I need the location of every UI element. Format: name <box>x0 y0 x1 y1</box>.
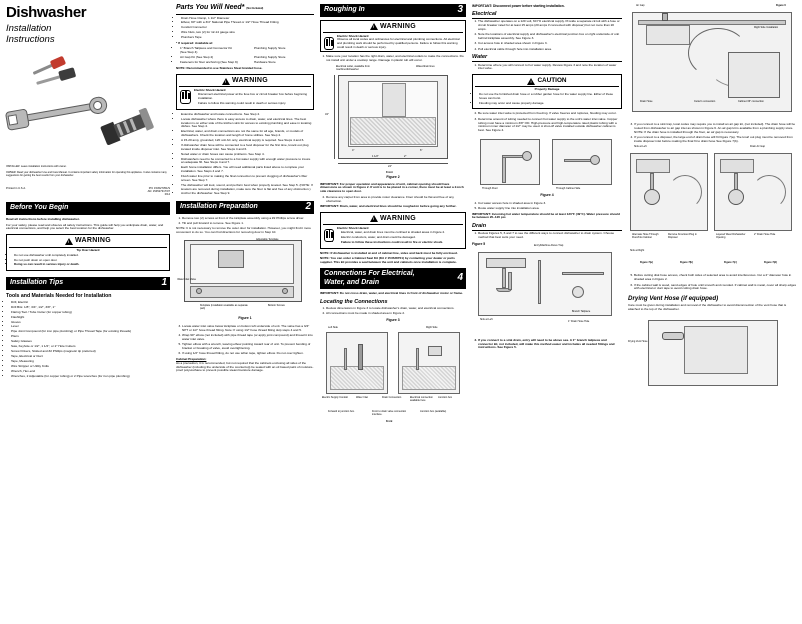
warning-bullet: • Disconnect electrical power at the fuse box or circuit breaker box before beginning installation. <box>198 93 311 100</box>
water-steps-2 <box>472 112 622 132</box>
list-item: • A 15-20 amp, grounded, 120 volt AC only, electrical supply is required. See Steps 4 and 6. <box>181 139 314 143</box>
warning-bullet: • Doing so can result in serious injury or death. <box>14 263 167 267</box>
list-item: 2. If you connect to a sink drain, entry will need to be above sea. A 1" branch tailpiece and connector kit, not included, will make this method easier and includes all needed fittings and instructions. See Figure 5. <box>478 339 622 350</box>
hand-shock-icon <box>179 89 192 107</box>
right-steps-2 <box>628 274 796 291</box>
figure-label: Drain Hose <box>640 100 653 103</box>
electrical-important-top: IMPORTANT: Disconnect power before starting installation. <box>472 4 565 8</box>
list-item: • Plumbers Tape <box>181 36 314 40</box>
figure-label: 2" <box>404 154 407 158</box>
figure-label: Air Gap <box>636 4 645 7</box>
list-item: • Flaring Tool / Tube Cutter (for copper tubing) <box>11 311 170 315</box>
caution-label: CAUTION <box>537 77 567 85</box>
electrical-steps <box>472 20 622 51</box>
roughing-important-2: IMPORTANT: Drain, water, and electrical lines should be roughed-in before going any further. <box>320 203 457 208</box>
list-item: • Dishwashers need to be connected to a hot water supply with enough water pressure to insure an adequate fill. See Steps 4 and 7. <box>181 158 314 166</box>
figure-caption: Figure 4 <box>540 192 554 197</box>
section-installation-preparation-title: Installation Preparation <box>180 203 258 211</box>
column-two <box>176 4 314 616</box>
tools-illustration <box>6 45 170 163</box>
figure-5 <box>472 242 622 338</box>
cabinet-prep-heading: Cabinet Preparation: <box>176 357 207 362</box>
roughing-important-1: IMPORTANT: For proper operation and appearance of unit, cabinet opening should have dimensions as shown in Figure 2. If unit is to be placed in a corner, there must be at least a 2-inch side clearance to open door. <box>320 181 464 194</box>
list-item: • Drill, Electric <box>11 301 170 305</box>
list-item: 1. Review dimensions in Figure 3 to locate dishwasher's drain, water, and electrical connections. <box>326 307 466 311</box>
right-steps <box>628 123 796 143</box>
list-item: 5. Before cutting disk hose access, check both sides of selected area to avoid interferences. Cut a 2" diameter hole in shaded area in Figure 2. <box>634 274 796 282</box>
wrench-icon <box>4 89 112 141</box>
figure-label: Right Side Installation <box>754 26 779 29</box>
warning-triangle-icon <box>222 78 230 85</box>
list-item: • Wrench, Hex-end <box>11 370 170 374</box>
roughing-steps-2 <box>320 196 466 204</box>
water-steps <box>472 64 622 72</box>
connections-steps <box>320 307 466 316</box>
figure-label: Front to drain valve connection interface. <box>372 410 407 417</box>
roughing-note-2: NOTE: You can order a Cabinet Seal Kit (Kit # 154528701) by contacting your dealer or parts supplier. This kit provides a seal between the unit and cabinets once installation is complete. <box>320 256 457 265</box>
caution-banner <box>475 77 619 87</box>
owner-note: OWNER: Read your dishwasher Use and Care Manual. It contains important safety information for operating this appliance. It also contains many suggestions for getting the best results from your dishwasher. <box>6 170 167 177</box>
warning-text: Observe all local codes and ordinances for electrical and plumbing connections. All electrical and plumbing work should be performed by qualified persons. Failure to follow this warning could result in death or serious injury. <box>337 37 460 49</box>
column-one <box>6 4 170 616</box>
figure-label: Remove Knockout Plug in Disposer <box>668 233 697 240</box>
figure-label: 4" <box>352 148 355 152</box>
figure-label: Bottom Screws <box>268 304 285 307</box>
figure-label: Front <box>386 170 393 174</box>
preinstall-checklist <box>176 113 314 196</box>
availability-item: • Fasteners for floor anchoring (See Step 9) <box>180 61 238 65</box>
hand-shock-icon <box>323 227 335 246</box>
list-item: • Drain Hose Clamp, 1 1/2" Diameter <box>181 17 314 21</box>
figure-label: 34" <box>325 112 329 116</box>
warning-triangle-icon <box>65 238 73 245</box>
figure-label: Right Side <box>426 326 438 330</box>
section-installation-tips-title: Installation Tips <box>10 279 64 287</box>
section-number: 4 <box>457 272 463 284</box>
figure-label: Left Side <box>328 326 338 330</box>
page-subtitle-line1: Installation <box>6 23 52 35</box>
warning-triangle-icon <box>370 215 378 222</box>
figure-1 <box>176 238 314 324</box>
hand-shock-icon <box>323 35 335 50</box>
section-roughing-in-header <box>320 4 466 17</box>
figure-label: 24" <box>388 164 392 168</box>
availability-item: • 1" Branch Tailpiece and Connector Kit (See Step 4) <box>180 47 238 55</box>
warning-bullet: • Failure to follow these instructions could result in fire or electric shock. <box>341 241 463 245</box>
water-steps-3 <box>472 202 622 211</box>
figure-label: Entry/Machine Above Trap <box>534 243 564 247</box>
warning-bullet: • Do not use dishwasher until completely installed. <box>14 254 167 258</box>
figure-caption: Figure 3 <box>386 318 400 323</box>
section-number: 2 <box>305 201 311 213</box>
list-item: 1. Remove two (2) screws at front of the kickplate assembly using a #2 Phillips screw driver. <box>182 217 314 221</box>
list-item: • Locate dishwasher where there is easy access to drain, water, and electrical lines. The best location is on either side of the kitchen sink for access to existing plumbing and ease in locating dishes. See Step 4. <box>181 118 314 129</box>
list-item: • Tape, Electrical or Duct <box>11 355 170 359</box>
figure-caption: Figure 7(a) <box>640 261 653 265</box>
figure-label: Alternate Hose Through Floor/Into Cabinet <box>632 233 659 240</box>
parts-needed-header <box>176 4 314 15</box>
list-item: 6. If the cabinet wall is wood, sand edges of hole until smooth and rounded. If cabinet wall is metal, cover all sharp edges with electrical or duct tape to avoid cutting drain hose. <box>634 284 796 292</box>
figure-label: Cutter's connection <box>694 100 716 103</box>
drain-steps-2 <box>472 339 622 350</box>
figure-caption: Figure 5 <box>472 241 486 246</box>
list-item: • The dishwasher will look, sound, and perform best when properly leveled. See Step 5. (NOTE: If levelers are removed during installation, make sure the floor is flat and free of any obstruction.) <box>181 184 314 192</box>
list-item: • Pipe Joint Compound (for iron pipe plumbing) or Pipe Thread Tape (for existing threads) <box>11 330 170 334</box>
list-item: 4. If you connect to a disposer, the large end of drain hose will fit Figure 7(a). The knurl out plug must be removed from inside disposer inlet before making the final fit to drain hose See Figure 7(b). <box>634 136 796 144</box>
figure-label: Through Cabinet Side <box>556 186 581 190</box>
section-before-you-begin-header <box>6 202 170 215</box>
list-item: • Drill Bits: 1/8", 3/4", 1/2", 3/8", 1" <box>11 306 170 310</box>
part-number-2: AN: 154527317/07 <box>147 189 170 193</box>
figure-label: 6" <box>420 148 423 152</box>
roughing-warning-box <box>320 20 466 53</box>
installer-note: INSTALLER: Leave installation instructions with owner. <box>6 165 67 169</box>
drying-vent-hose-heading: Drying Vent Hose (if equipped) <box>628 295 719 303</box>
parts-note: NOTE: Recommended to use Stainless Steel braided hose. <box>176 66 263 70</box>
section-number: 1 <box>161 277 167 289</box>
list-item: 1. Make sure your location has the right drain, water, and electrical outlets to make the connections. Do not install unit under a cooktop range. Damage in plastic tub will occur. <box>326 55 466 63</box>
list-item: • Wrenches, 2 Adjustable (for copper tubing) or 2 Pipe wrenches (for iron pipe plumbing) <box>11 375 170 379</box>
locating-connections-heading: Locating the Connections <box>320 298 388 305</box>
warning-label: WARNING <box>380 214 416 222</box>
figure-label: Front <box>386 420 393 424</box>
caution-box <box>472 74 622 109</box>
figure-label: Water Inlet Valve <box>177 278 196 281</box>
list-item: • Flush water line prior to making the final connection to prevent clogging of dishwasher's filter screen. See Step 7. <box>181 175 314 183</box>
figure-caption: Figure 1 <box>238 316 252 320</box>
section-installation-preparation-header <box>176 201 314 214</box>
water-heading: Water <box>472 54 622 62</box>
list-item: • Each home installation differs. You will need additional parts listed above to complete your installation. See Steps 4 and 7. <box>181 166 314 174</box>
connections-important: IMPORTANT: Do not cross drain, water, and electrical lines in front of dishwasher motor or frame. <box>320 291 463 296</box>
printed-in: Printed in U.S.A. <box>6 186 26 190</box>
drain-heading: Drain <box>472 223 622 231</box>
availability-item: • Air Gap Kit (See Step 4) <box>180 56 238 60</box>
figure-label: Drying Vent Hose <box>628 339 648 343</box>
warning-subtitle: Electric Shock Hazard <box>194 87 226 92</box>
warning-bullet: • Failure to follow this warning could result in death or serious injury. <box>198 102 311 106</box>
figure-caption: Figure 2 <box>386 174 400 179</box>
column-four <box>472 4 622 616</box>
figure-label: Layered Wear Dishwasher Opening <box>716 233 746 240</box>
figure-label: Drain Air Gap <box>750 145 766 149</box>
figure-label: Kickplate (installation available as separate part) <box>200 304 248 311</box>
list-item: • Level <box>11 325 170 329</box>
warning-bullet: • Do not push down on open door. <box>14 259 167 263</box>
figure-label: Adjustable Template <box>256 238 279 241</box>
caution-subtitle: Property Damage <box>534 87 560 92</box>
figure-label: Electrical connection available here <box>410 396 433 403</box>
list-item: • Wire Stripper or Utility Knife <box>11 365 170 369</box>
list-item: 2. Be sure water inlet valve is protected from freezing. If valve freezes and ruptures, flooding may occur. <box>478 112 622 116</box>
parts-needed-note: (Not Included) <box>246 7 264 10</box>
list-item: 4. Wrap 90° elbow (not included) with pipe thread tape (or apply joint compound) and thread it into water inlet valve. <box>182 334 314 342</box>
availability-row <box>176 61 314 66</box>
figure-label: Water/drain lines <box>416 64 435 68</box>
figure-label: 2" Drain Hose Hole <box>754 233 776 237</box>
figure-4 <box>472 135 622 201</box>
roughing-steps <box>320 55 466 63</box>
warning-subtitle: Tip Over Hazard <box>76 248 100 253</box>
list-item: 2. All connections must be made in shaded area in Figure 2. <box>326 312 466 316</box>
caution-bullet: • Do not use the furnished drain hose or a rubber garden hose for the water supply line. Either of these hoses can burst. <box>479 93 619 100</box>
roughing-note-1: NOTE: If dishwasher is installed at end of cabinet line, sides and back must be fully enclosed. <box>320 250 458 255</box>
drying-vent-hose-body: Care must be given during installation and removal of the dishwasher to avoid disconnection of the vent hose that is attached to the top of the dishwasher. <box>628 303 787 311</box>
water-important: IMPORTANT: Incoming hot water temperature should be at least 120°F (49°C). Water pressure should be between 20–120 psi. <box>472 211 620 220</box>
parts-list <box>176 17 314 41</box>
electrical-heading: Electrical <box>472 11 622 19</box>
figure-label: 1 1/2" <box>372 154 379 158</box>
caution-triangle-icon <box>527 78 535 85</box>
figure-label: Junction box <box>438 396 453 400</box>
column-three <box>320 4 466 616</box>
figure-label: 1" Drain Hose Hole <box>568 319 590 323</box>
figure-label: Cabinet 36" connection <box>738 100 764 103</box>
figure-label: Drain Connection <box>382 396 402 400</box>
warning-banner <box>323 23 463 34</box>
list-item: • Noted water or drain hoses can cause problems. See Step 4. <box>181 153 314 157</box>
byb-body-1: Read all instructions before installing dishwasher. <box>6 217 80 222</box>
list-item: 4. Cut water access hole in shaded area in Figure 3. <box>478 202 622 206</box>
availability-source: Plumbing Supply Store <box>254 45 286 50</box>
list-item: 5. Tighten elbow with a wrench, leaving elbow pointing toward rear of unit. To prevent bending of bracket or breaking of valve, avoid overtightening. <box>182 343 314 351</box>
prep-steps-1 <box>176 217 314 226</box>
figure-7-group <box>628 145 796 273</box>
prep-steps-2 <box>176 325 314 356</box>
list-item: 6. If using 1/2" hose thread fitting, do not use teflon tape, tighten elbow. Do not over tighten. <box>182 352 314 356</box>
list-item: • Anchor the dishwasher. See Step 9. <box>181 192 314 196</box>
figure-label: Sink at Right <box>630 249 645 253</box>
warning-label: WARNING <box>380 22 416 30</box>
figure-6 <box>628 4 796 122</box>
list-item: • Tape, Measuring <box>11 360 170 364</box>
prep-note: NOTE: It is not necessary to remove the outer door for installation. However, you might find it more convenient to do so. You can find directions for removing door in Step 10. <box>176 226 311 235</box>
parts-needed-title: Parts You Will Need* <box>176 4 245 11</box>
if-required-label: * If required: Available at: <box>176 41 214 46</box>
list-item: • If dishwasher drain hose will be connected to a food disposer for the first time, knock out plug located inside disposer inlet. See Steps 4 and 6. <box>181 144 314 152</box>
part-number-1: PN: 154527351/S <box>148 186 170 190</box>
roughing-warning-box-2 <box>320 212 466 249</box>
list-item: • Conduit Connector <box>181 26 314 30</box>
figure-label: Through Floor <box>482 186 498 190</box>
drain-steps <box>472 232 622 240</box>
warning-bullets <box>9 254 167 267</box>
list-item: • Wire Nuts, two (2) for 12-14 gauge wire <box>181 31 314 35</box>
list-item: 3. Locate water inlet valve below kickplate on bottom left underside of unit. The valve has a 3/4" NPT or 1/2" hose thread fitting. Note: If using 1/2" hose thread fitting skip steps 4 and 5. <box>182 325 314 333</box>
list-item: 2. Note the locations of electrical supply and dishwasher's electrical junction box on right underside of unit behind kickplate assembly. See Figure 3. <box>478 33 622 41</box>
list-item: • Flashlight <box>11 316 170 320</box>
list-item: 3. If you connect to a sink trap, local codes may require you to install an air gap kit, (not included). The drain hose will be routed from dishwasher to air gap inlet as shown in Figure 6. An air gap kit is available from a plumbing supply store. NOTE: If the drain hose is installed through the floor, an air gap is necessary. <box>634 123 796 134</box>
electric-shock-warning-box <box>176 74 314 110</box>
availability-source: Plumbing Supply Store <box>254 54 286 59</box>
warning-label: WARNING <box>232 76 268 84</box>
list-item: • Pliers <box>11 335 170 339</box>
list-item: 1. The dishwasher operates on a 120 volt, 60 Hz electrical supply. Provide a separate circuit with a fuse or circuit breaker rated for at least 15 amps (20 amps if connected with disposer) but not more than 20 amps. <box>478 20 622 31</box>
figure-label: Junction box (available) <box>420 410 447 414</box>
figure-label: Forward to junction box. <box>328 410 355 414</box>
list-item: • Saw, Keyhole or 1/2", 1 1/2", or 2" Hole Cutters <box>11 345 170 349</box>
list-item: 3. Determine amount of tubing needed to connect hot water supply to the unit's water inlet valve. Copper tubing must have a minimum 3/8" OD. High-pressure and high-temperature rated plastic tubing with a minimum inner diameter of 1/2" may be used. A shut-off valve installed outside dishwasher cabinet is best. See Figure 4. <box>478 118 622 133</box>
cabinet-prep-body: As a precaution, it is recommended, but not required that the cabinets enclosing all sides of the dishwasher (including the underside of the countertop) be sealed with an oil based paint of moisture-proof polyurethane to prevent possible steam/moisture damage. <box>176 360 314 373</box>
warning-bullet: • Electrical, water, and drain lines must be confined to shaded areas in Figure 2. <box>341 231 463 235</box>
figure-label: Sink at Left <box>634 145 647 149</box>
list-item: 5. Route water supply line into installation area. <box>478 207 622 211</box>
page-subtitle-line2: Instructions <box>6 33 55 45</box>
figure-caption: Figure 7(d) <box>764 261 777 265</box>
list-item: • Electrical, water, and drain connections are not the same for all age, brands, or models of dishwashers. Check the location and length of home utilities. See Step 4. <box>181 130 314 138</box>
warning-banner <box>179 77 311 88</box>
section-roughing-in-title: Roughing In <box>324 6 365 13</box>
list-item: 2. Tilt and pull forward to remove. See Figure 1. <box>182 222 314 226</box>
figure-caption: Figure 7(c) <box>724 261 737 265</box>
list-item: 2. Remove any carpet from area to provide motor clearance. Floor should be flat and free of any obstruction. <box>326 196 466 204</box>
list-item: • Elbow, 90° with a 3/4" National Pipe Thread or 1/2" Hose Thread Fitting <box>181 21 314 25</box>
warning-label: WARNING <box>75 237 111 245</box>
tools-materials-heading: Tools and Materials Needed for Installation <box>6 292 112 299</box>
warning-bullet: • Electric conductors, water, and drain could be damaged. <box>341 236 463 240</box>
figure-caption: Figure 7(b) <box>680 261 693 265</box>
list-item: • Safety Glasses <box>11 340 170 344</box>
caution-bullet: • Flooding may occur and cause property damage. <box>479 102 619 106</box>
section-installation-tips-header <box>6 277 170 290</box>
section-before-you-begin-title: Before You Begin <box>10 204 69 212</box>
tools-list <box>6 301 170 379</box>
section-connections-title: Connections For Electrical, Water, and Drain <box>324 270 415 286</box>
figure-label: Branch Tailpiece <box>572 309 591 313</box>
warning-subtitle: Electric Shock Hazard <box>337 33 369 38</box>
list-item: • Examine dishwasher and locate connections. See Step 4. <box>181 113 314 117</box>
list-item: 1. Review Figures 5, 6 and 7 to see the different ways to connect dishwasher to drain system. Choose method that best suits your need. <box>478 232 622 240</box>
list-item: • Gloves <box>11 321 170 325</box>
warning-banner <box>323 215 463 226</box>
list-item: • Screw Drivers, Slotted and #2 Phillips (magnetic tip preferred) <box>11 350 170 354</box>
warning-subtitle: Electric Shock Hazard <box>337 225 369 230</box>
availability-source: Hardware Store <box>254 59 276 64</box>
byb-body-2: For your safety, please read and observe all safety instructions. This guide will help you anticipate drain, water, and electrical connections, and help you select the best location for the dishwasher. <box>6 222 164 231</box>
tip-over-warning-box <box>6 234 170 271</box>
section-connections-header <box>320 268 466 289</box>
list-item: 1. Determine where you will connect to hot water supply. Review Figure 3 and note the location of water inlet valve. <box>478 64 622 72</box>
warning-banner <box>9 237 167 248</box>
drying-vent-figure <box>628 314 796 394</box>
figure-label: Sink at Left <box>480 317 493 321</box>
figure-3 <box>320 318 466 426</box>
section-number: 3 <box>457 4 463 15</box>
figure-caption: Figure 6 <box>776 4 786 7</box>
figure-label: Water Inlet <box>356 396 368 400</box>
figure-label: Electrical outlet, available from machine/dishwasher <box>336 64 370 71</box>
list-item: 3. Cut access hole in shaded area shown in Figure 3. <box>478 42 622 46</box>
figure-label: Electric Supply Conduit <box>322 396 348 400</box>
column-five <box>628 4 796 616</box>
page-title: Dishwasher <box>6 4 87 21</box>
figure-2 <box>320 65 466 183</box>
list-item: 4. Pull electrical cable through hole into installation area. <box>478 48 622 52</box>
warning-triangle-icon <box>370 23 378 30</box>
part-number-3: 0/14 <box>164 193 170 197</box>
